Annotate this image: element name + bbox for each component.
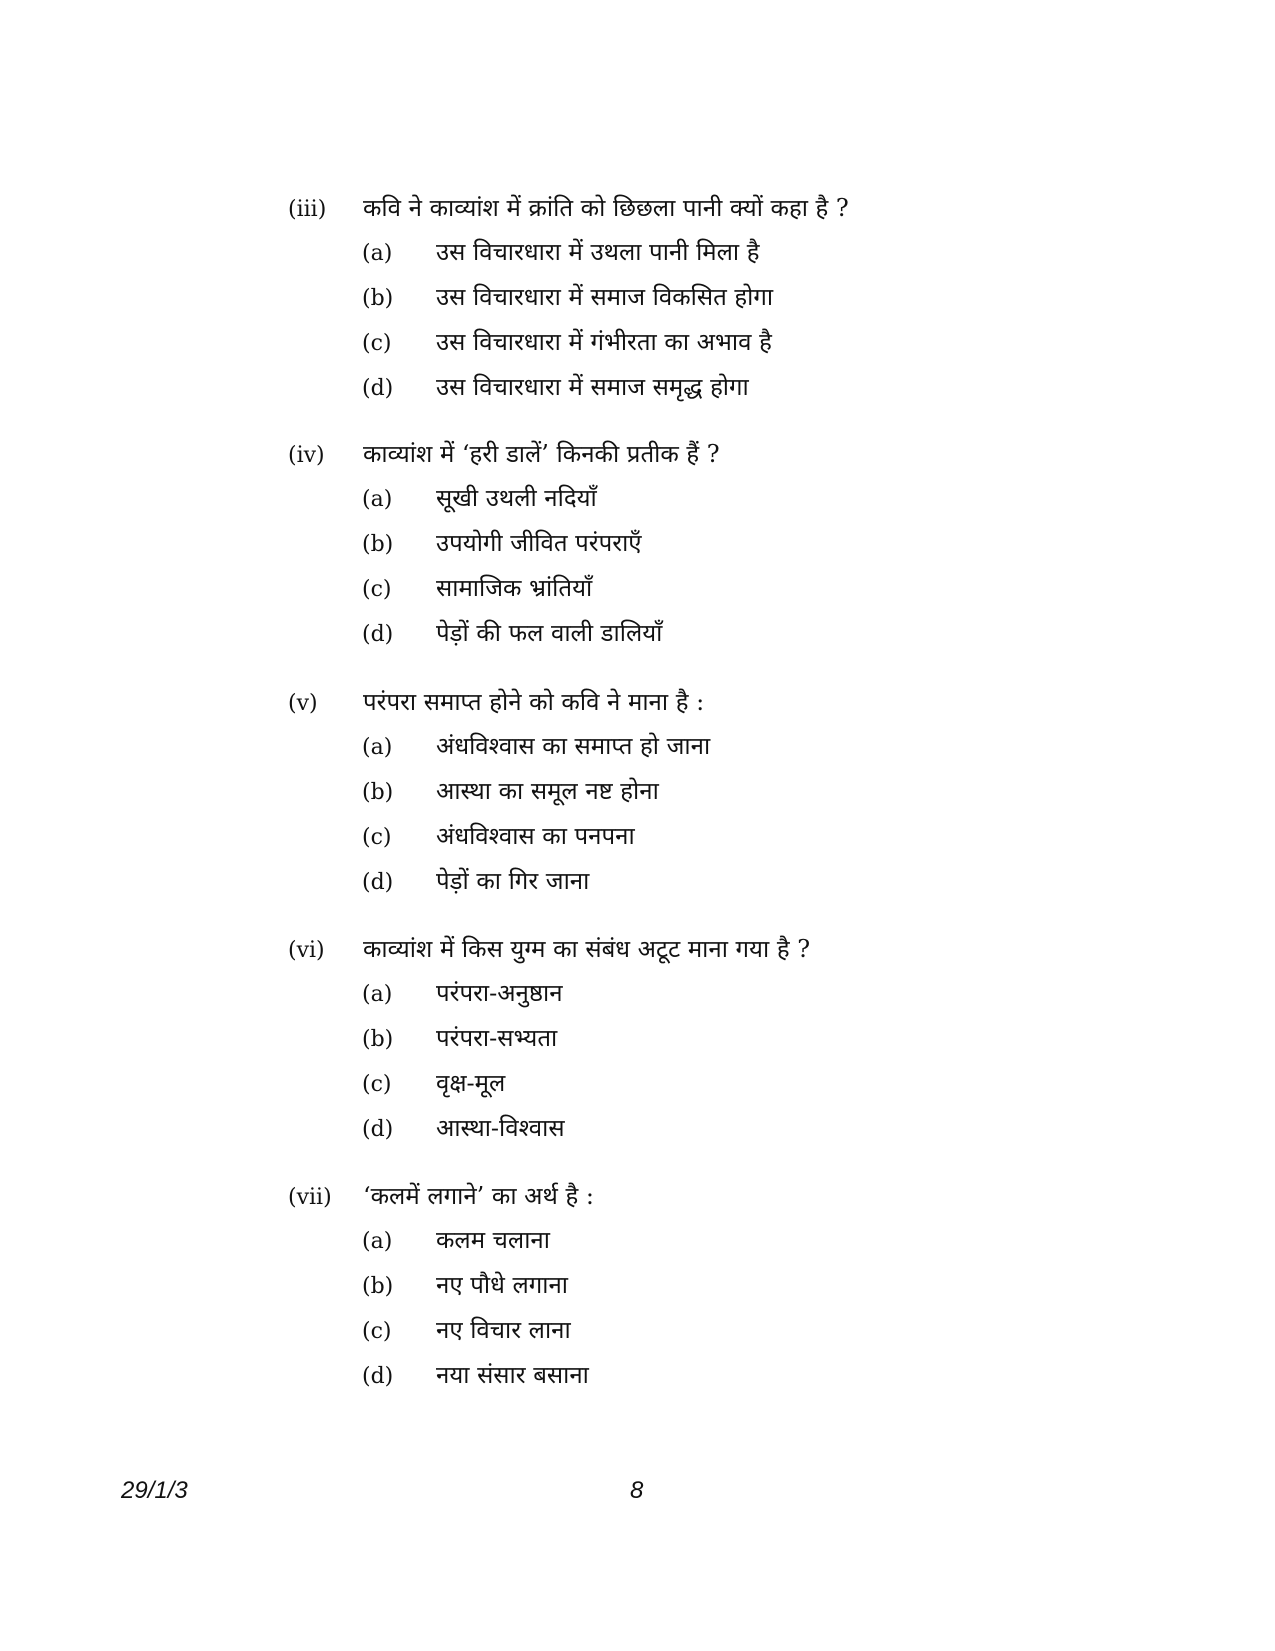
question-number: (vi) <box>288 938 325 963</box>
question-number: (iii) <box>288 197 327 222</box>
question-text: ‘कलमें लगाने’ का अर्थ है : <box>363 1182 594 1210</box>
option-b <box>362 1016 1048 1061</box>
question-stem <box>288 432 1048 476</box>
option-a <box>362 724 1048 769</box>
option-c <box>362 1308 1048 1353</box>
option-key: (a) <box>362 241 393 266</box>
option-key: (b) <box>362 532 394 557</box>
option-a <box>362 476 1048 521</box>
option-c <box>362 320 1048 365</box>
option-d <box>362 611 1048 656</box>
option-d <box>362 365 1048 410</box>
question-text: काव्यांश में किस युग्म का संबंध अटूट माना गया है ? <box>363 935 811 963</box>
option-key: (b) <box>362 780 394 805</box>
question-iv <box>288 432 1048 656</box>
option-key: (a) <box>362 1229 393 1254</box>
question-v <box>288 680 1048 904</box>
option-b <box>362 769 1048 814</box>
option-key: (d) <box>362 376 394 401</box>
option-c <box>362 814 1048 859</box>
question-text: परंपरा समाप्त होने को कवि ने माना है : <box>363 688 705 716</box>
option-c <box>362 1061 1048 1106</box>
option-text: उस विचारधारा में उथला पानी मिला है <box>436 238 760 266</box>
question-number: (v) <box>288 691 318 716</box>
option-d <box>362 859 1048 904</box>
option-text: सामाजिक भ्रांतियाँ <box>436 574 593 602</box>
option-text: उस विचारधारा में समाज विकसित होगा <box>436 283 774 311</box>
option-a <box>362 971 1048 1016</box>
option-key: (c) <box>362 577 392 602</box>
option-text: नया संसार बसाना <box>436 1361 589 1389</box>
option-text: सूखी उथली नदियाँ <box>436 484 597 512</box>
option-key: (a) <box>362 735 393 760</box>
option-text: पेड़ों का गिर जाना <box>436 867 590 895</box>
question-number: (iv) <box>288 443 325 468</box>
option-text: अंधविश्वास का समाप्त हो जाना <box>436 732 711 760</box>
option-key: (b) <box>362 1027 394 1052</box>
option-key: (c) <box>362 1072 392 1097</box>
option-key: (b) <box>362 286 394 311</box>
option-key: (d) <box>362 1117 394 1142</box>
option-b <box>362 521 1048 566</box>
question-text: कवि ने काव्यांश में क्रांति को छिछला पानी क्यों कहा है ? <box>363 194 849 222</box>
option-text: कलम चलाना <box>436 1226 550 1254</box>
option-text: आस्था का समूल नष्ट होना <box>436 777 659 805</box>
question-stem <box>288 1174 1048 1218</box>
option-text: पेड़ों की फल वाली डालियाँ <box>436 619 663 647</box>
option-b <box>362 275 1048 320</box>
question-iii <box>288 186 1048 410</box>
page-number: 8 <box>630 1477 644 1504</box>
option-text: नए विचार लाना <box>436 1316 571 1344</box>
option-key: (d) <box>362 622 394 647</box>
option-text: उपयोगी जीवित परंपराएँ <box>436 529 642 557</box>
option-key: (c) <box>362 1319 392 1344</box>
option-text: परंपरा-अनुष्ठान <box>436 979 563 1007</box>
option-key: (c) <box>362 331 392 356</box>
option-d <box>362 1353 1048 1398</box>
option-text: उस विचारधारा में समाज समृद्ध होगा <box>436 373 749 401</box>
question-number: (vii) <box>288 1185 332 1210</box>
option-d <box>362 1106 1048 1151</box>
option-key: (b) <box>362 1274 394 1299</box>
option-text: परंपरा-सभ्यता <box>436 1024 558 1052</box>
question-text: काव्यांश में ‘हरी डालें’ किनकी प्रतीक हैं ? <box>363 440 720 468</box>
question-vi <box>288 927 1048 1151</box>
option-key: (c) <box>362 825 392 850</box>
option-c <box>362 566 1048 611</box>
option-a <box>362 230 1048 275</box>
option-key: (d) <box>362 1364 394 1389</box>
question-vii <box>288 1174 1048 1398</box>
option-a <box>362 1218 1048 1263</box>
option-key: (a) <box>362 982 393 1007</box>
option-key: (a) <box>362 487 393 512</box>
option-text: आस्था-विश्वास <box>436 1114 565 1142</box>
option-text: अंधविश्वास का पनपना <box>436 822 635 850</box>
option-b <box>362 1263 1048 1308</box>
option-text: वृक्ष-मूल <box>436 1069 506 1097</box>
option-text: नए पौधे लगाना <box>436 1271 568 1299</box>
question-stem <box>288 186 1048 230</box>
question-stem <box>288 680 1048 724</box>
option-text: उस विचारधारा में गंभीरता का अभाव है <box>436 328 772 356</box>
paper-code: 29/1/3 <box>121 1477 188 1504</box>
option-key: (d) <box>362 870 394 895</box>
question-stem <box>288 927 1048 971</box>
